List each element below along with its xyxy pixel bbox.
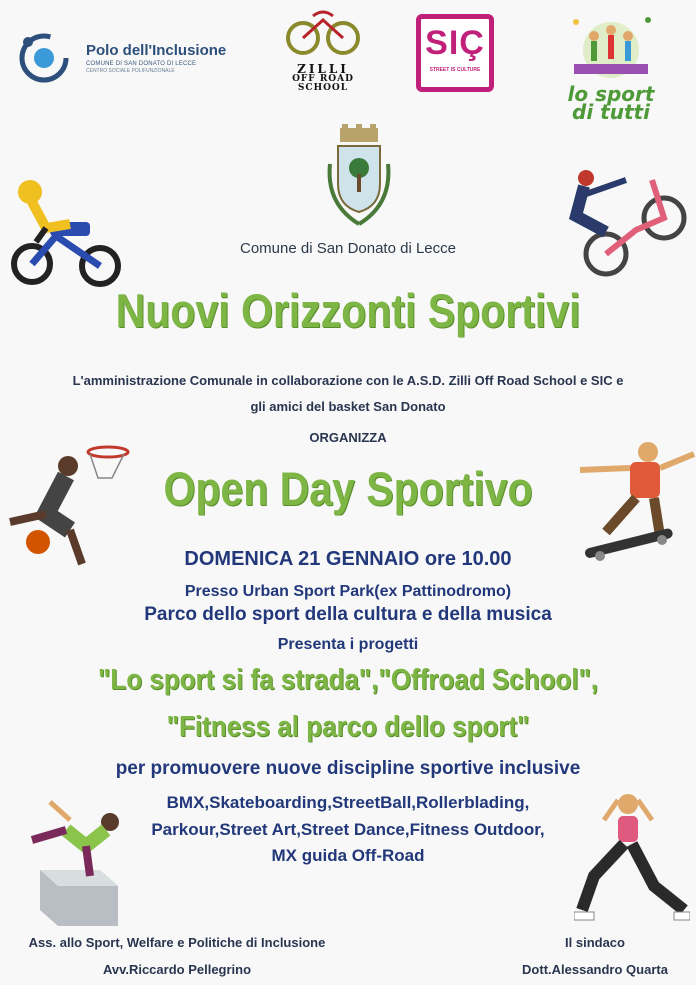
sport-line-1: lo sport (567, 82, 655, 106)
signature-right-role: Il sindaco (565, 935, 625, 950)
zilli-offroad-logo (283, 8, 363, 98)
event-title: Open Day Sportivo (163, 462, 533, 516)
signature-left-role: Ass. allo Sport, Welfare e Politiche di Inclusione (28, 935, 326, 950)
disciplines-line-2: Parkour,Street Art,Street Dance,Fitness Outdoor, (151, 820, 545, 839)
motocross-rider-icon (6, 178, 122, 288)
polo-title: Polo dell'Inclusione (86, 42, 227, 59)
comune-label: Comune di San Donato di Lecce (240, 240, 456, 257)
zilli-line-2: OFF ROAD (292, 74, 354, 84)
projects-line-1: "Lo sport si fa strada","Offroad School", (97, 662, 599, 696)
sic-subtitle: STREET IS CULTURE (429, 67, 481, 73)
signature-left-name: Avv.Riccardo Pellegrino (102, 962, 252, 977)
sport-line-2: di tutti (572, 100, 650, 124)
intro-line-1: L'amministrazione Comunale in collaborazione con le A.S.D. Zilli Off Road School e SIC e (72, 373, 624, 388)
projects-line-2: "Fitness al parco dello sport" (166, 709, 530, 743)
sport-di-tutti-logo (556, 10, 666, 128)
zilli-line-3: SCHOOL (297, 83, 349, 93)
signature-right-name: Dott.Alessandro Quarta (522, 962, 668, 977)
polo-inclusione-logo (18, 22, 254, 94)
sic-text: SIÇ (425, 24, 485, 62)
intro-line-2: gli amici del basket San Donato (250, 399, 446, 414)
disciplines-line-1: BMX,Skateboarding,StreetBall,Rollerblading, (166, 793, 530, 812)
sic-logo (416, 14, 494, 92)
people-group-icon (556, 10, 666, 80)
bike-wheels-icon (283, 8, 363, 58)
main-title: Nuovi Orizzonti Sportivi (115, 284, 581, 338)
organizza-label: ORGANIZZA (309, 430, 387, 445)
event-place-line-1: Presso Urban Sport Park(ex Pattinodromo) (184, 583, 512, 600)
polo-subtitle-2: CENTRO SOCIALE POLIFUNZIONALE (86, 68, 175, 74)
event-date: DOMENICA 21 GENNAIO ore 10.00 (184, 548, 512, 570)
bmx-rider-icon (566, 170, 690, 280)
municipal-crest-icon (324, 124, 394, 234)
disciplines-line-3: MX guida Off-Road (271, 846, 425, 865)
presenta-label: Presenta i progetti (277, 636, 419, 653)
promo-line: per promuovere nuove discipline sportive inclusive (115, 758, 581, 779)
event-place-line-2: Parco dello sport della cultura e della musica (144, 604, 552, 625)
polo-subtitle: COMUNE DI SAN DONATO DI LECCE (86, 61, 197, 67)
zilli-line-1: ZILLI (297, 62, 349, 76)
polo-mark-icon (18, 32, 70, 84)
